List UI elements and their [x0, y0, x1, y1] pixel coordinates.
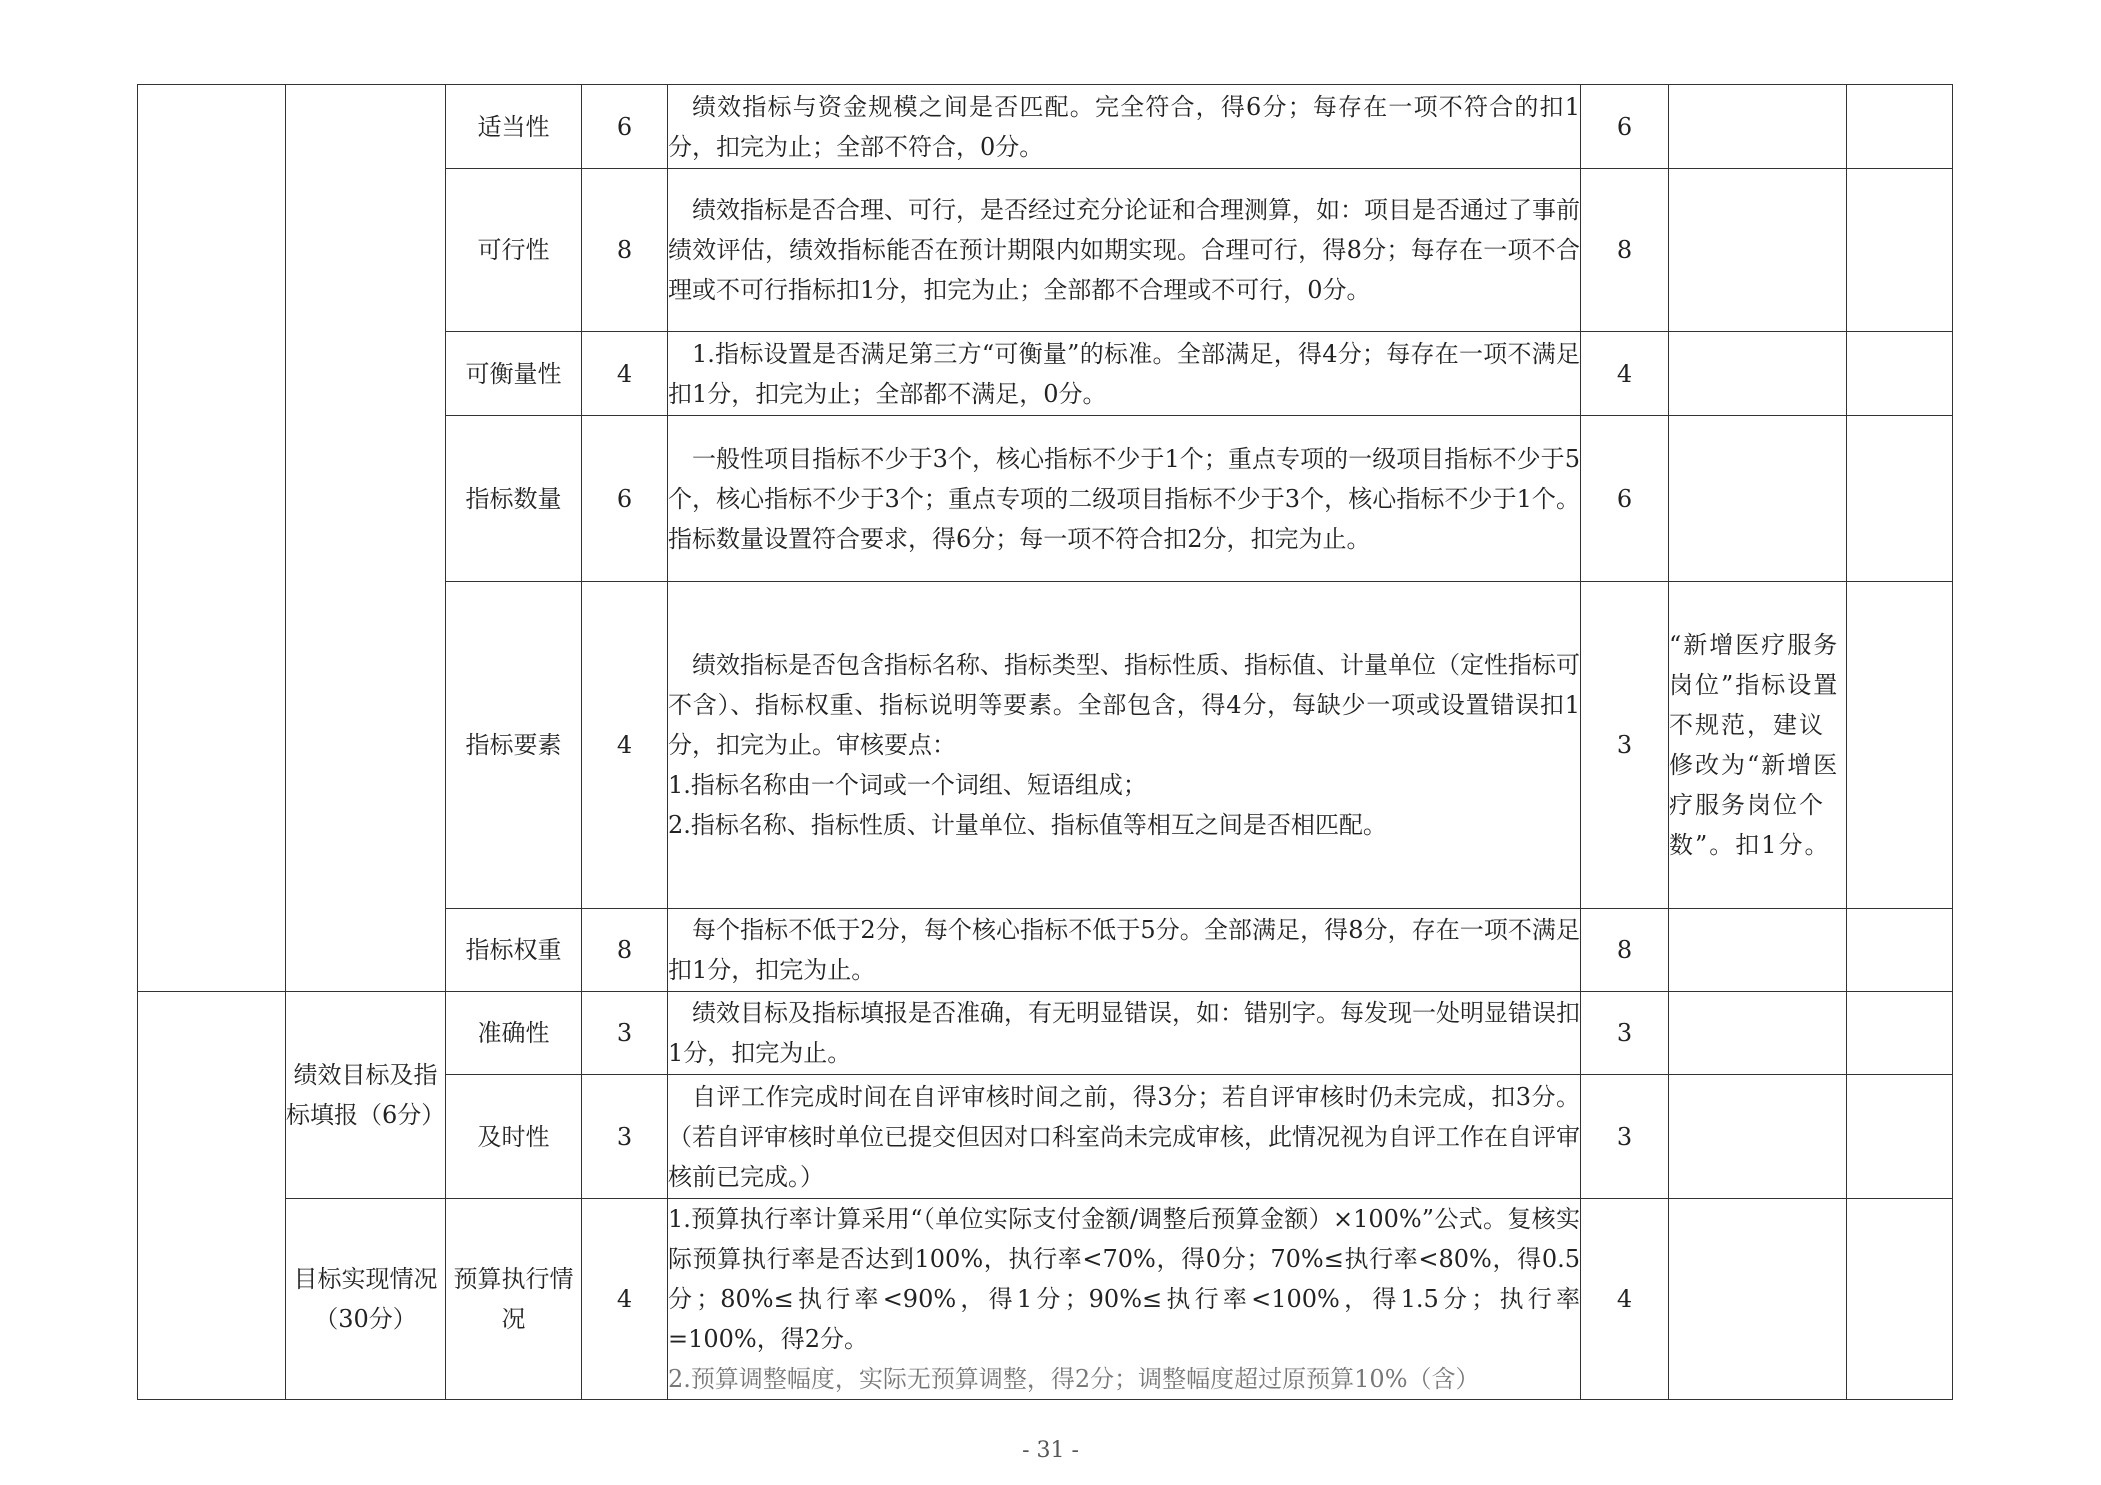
criteria-text: 绩效指标与资金规模之间是否匹配。完全符合，得6分；每存在一项不符合的扣1分，扣完为止；全部不符合，0分。: [668, 92, 1580, 161]
note-cell: [1669, 332, 1847, 416]
criteria-text: 自评工作完成时间在自评审核时间之前，得3分；若自评审核时仍未完成，扣3分。（若自评审核时单位已提交但因对口科室尚未完成审核，此情况视为自评工作在自评审核前已完成。）: [668, 1082, 1580, 1191]
criteria-cell: [668, 582, 1581, 909]
result-cell: 4: [1581, 1199, 1669, 1400]
score-cell: 4: [582, 582, 668, 909]
score-cell: 6: [582, 85, 668, 169]
score-cell: 8: [582, 909, 668, 992]
indicator-cell: 预算执行情况: [446, 1199, 582, 1400]
criteria-cell: [668, 169, 1581, 332]
indicator-cell: 适当性: [446, 85, 582, 169]
indicator-cell: 指标要素: [446, 582, 582, 909]
score-cell: 4: [582, 1199, 668, 1400]
result-cell: 3: [1581, 582, 1669, 909]
category-cell: 绩效目标及指标填报（6分）: [286, 992, 446, 1199]
result-cell: 6: [1581, 85, 1669, 169]
indicator-cell: 及时性: [446, 1075, 582, 1199]
result-cell: 3: [1581, 1075, 1669, 1199]
evaluation-table: [137, 84, 1953, 1400]
indicator-cell: 指标权重: [446, 909, 582, 992]
blank-cell: [1847, 909, 1953, 992]
result-cell: 6: [1581, 416, 1669, 582]
indicator-cell: 可行性: [446, 169, 582, 332]
score-cell: 3: [582, 1075, 668, 1199]
indicator-cell: 可衡量性: [446, 332, 582, 416]
note-cell: [1669, 1075, 1847, 1199]
result-cell: 3: [1581, 992, 1669, 1075]
blank-cell: [1847, 332, 1953, 416]
criteria-point-2: 2.预算调整幅度，实际无预算调整，得2分；调整幅度超过原预算10%（含）: [668, 1365, 1480, 1393]
score-cell: 6: [582, 416, 668, 582]
result-cell: 8: [1581, 169, 1669, 332]
score-cell: 4: [582, 332, 668, 416]
criteria-cell: [668, 992, 1581, 1075]
level2-category-cell: [286, 85, 446, 992]
blank-cell: [1847, 85, 1953, 169]
note-cell: [1669, 909, 1847, 992]
level1-category-cell: [138, 992, 286, 1400]
note-cell: [1669, 416, 1847, 582]
score-cell: 8: [582, 169, 668, 332]
criteria-cell: [668, 1199, 1581, 1400]
score-cell: 3: [582, 992, 668, 1075]
table-row: [138, 1199, 1953, 1400]
note-cell: [1669, 1199, 1847, 1400]
table-row: [138, 992, 1953, 1075]
result-cell: 4: [1581, 332, 1669, 416]
criteria-point-1: 1.指标名称由一个词或一个词组、短语组成；: [668, 771, 1147, 799]
blank-cell: [1847, 416, 1953, 582]
criteria-text: 1.指标设置是否满足第三方“可衡量”的标准。全部满足，得4分；每存在一项不满足扣1分，扣完为止；全部都不满足，0分。: [668, 339, 1580, 408]
category-cell: 目标实现情况（30分）: [286, 1199, 446, 1400]
criteria-cell: [668, 332, 1581, 416]
criteria-point-1: 1.预算执行率计算采用“（单位实际支付金额/调整后预算金额）×100%”公式。复核实际预算执行率是否达到100%，执行率<70%，得0分；70%≤执行率<80%，得0.5分；80%≤执行率<90%，得1分；90%≤执行率<100%，得1.5分；执行率=100%，得2分。: [668, 1205, 1580, 1353]
page-number: - 31 -: [1022, 1438, 1079, 1463]
criteria-cell: [668, 1075, 1581, 1199]
criteria-text: 一般性项目指标不少于3个，核心指标不少于1个；重点专项的一级项目指标不少于5个，核心指标不少于3个；重点专项的二级项目指标不少于3个，核心指标不少于1个。指标数量设置符合要求，得6分；每一项不符合扣2分，扣完为止。: [668, 444, 1580, 553]
blank-cell: [1847, 169, 1953, 332]
result-cell: 8: [1581, 909, 1669, 992]
indicator-cell: 指标数量: [446, 416, 582, 582]
criteria-cell: [668, 416, 1581, 582]
criteria-text: 每个指标不低于2分，每个核心指标不低于5分。全部满足，得8分，存在一项不满足扣1分，扣完为止。: [668, 916, 1580, 984]
note-cell: [1669, 992, 1847, 1075]
blank-cell: [1847, 992, 1953, 1075]
blank-cell: [1847, 582, 1953, 909]
level1-category-cell: [138, 85, 286, 992]
blank-cell: [1847, 1075, 1953, 1199]
criteria-text: 绩效目标及指标填报是否准确，有无明显错误，如：错别字。每发现一处明显错误扣1分，扣完为止。: [668, 999, 1580, 1067]
criteria-cell: [668, 909, 1581, 992]
note-cell: [1669, 169, 1847, 332]
criteria-text: 绩效指标是否合理、可行，是否经过充分论证和合理测算，如：项目是否通过了事前绩效评估，绩效指标能否在预计期限内如期实现。合理可行，得8分；每存在一项不合理或不可行指标扣1分，扣完为止；全部都不合理或不可行，0分。: [668, 196, 1580, 304]
blank-cell: [1847, 1199, 1953, 1400]
note-cell: “新增医疗服务岗位”指标设置不规范，建议修改为“新增医疗服务岗位个数”。扣1分。: [1669, 582, 1847, 909]
criteria-point-2: 2.指标名称、指标性质、计量单位、指标值等相互之间是否相匹配。: [668, 811, 1387, 839]
table-row: [138, 85, 1953, 169]
criteria-text: 绩效指标是否包含指标名称、指标类型、指标性质、指标值、计量单位（定性指标可不含）、指标权重、指标说明等要素。全部包含，得4分，每缺少一项或设置错误扣1分，扣完为止。审核要点：: [668, 651, 1580, 759]
indicator-cell: 准确性: [446, 992, 582, 1075]
criteria-cell: [668, 85, 1581, 169]
note-cell: [1669, 85, 1847, 169]
